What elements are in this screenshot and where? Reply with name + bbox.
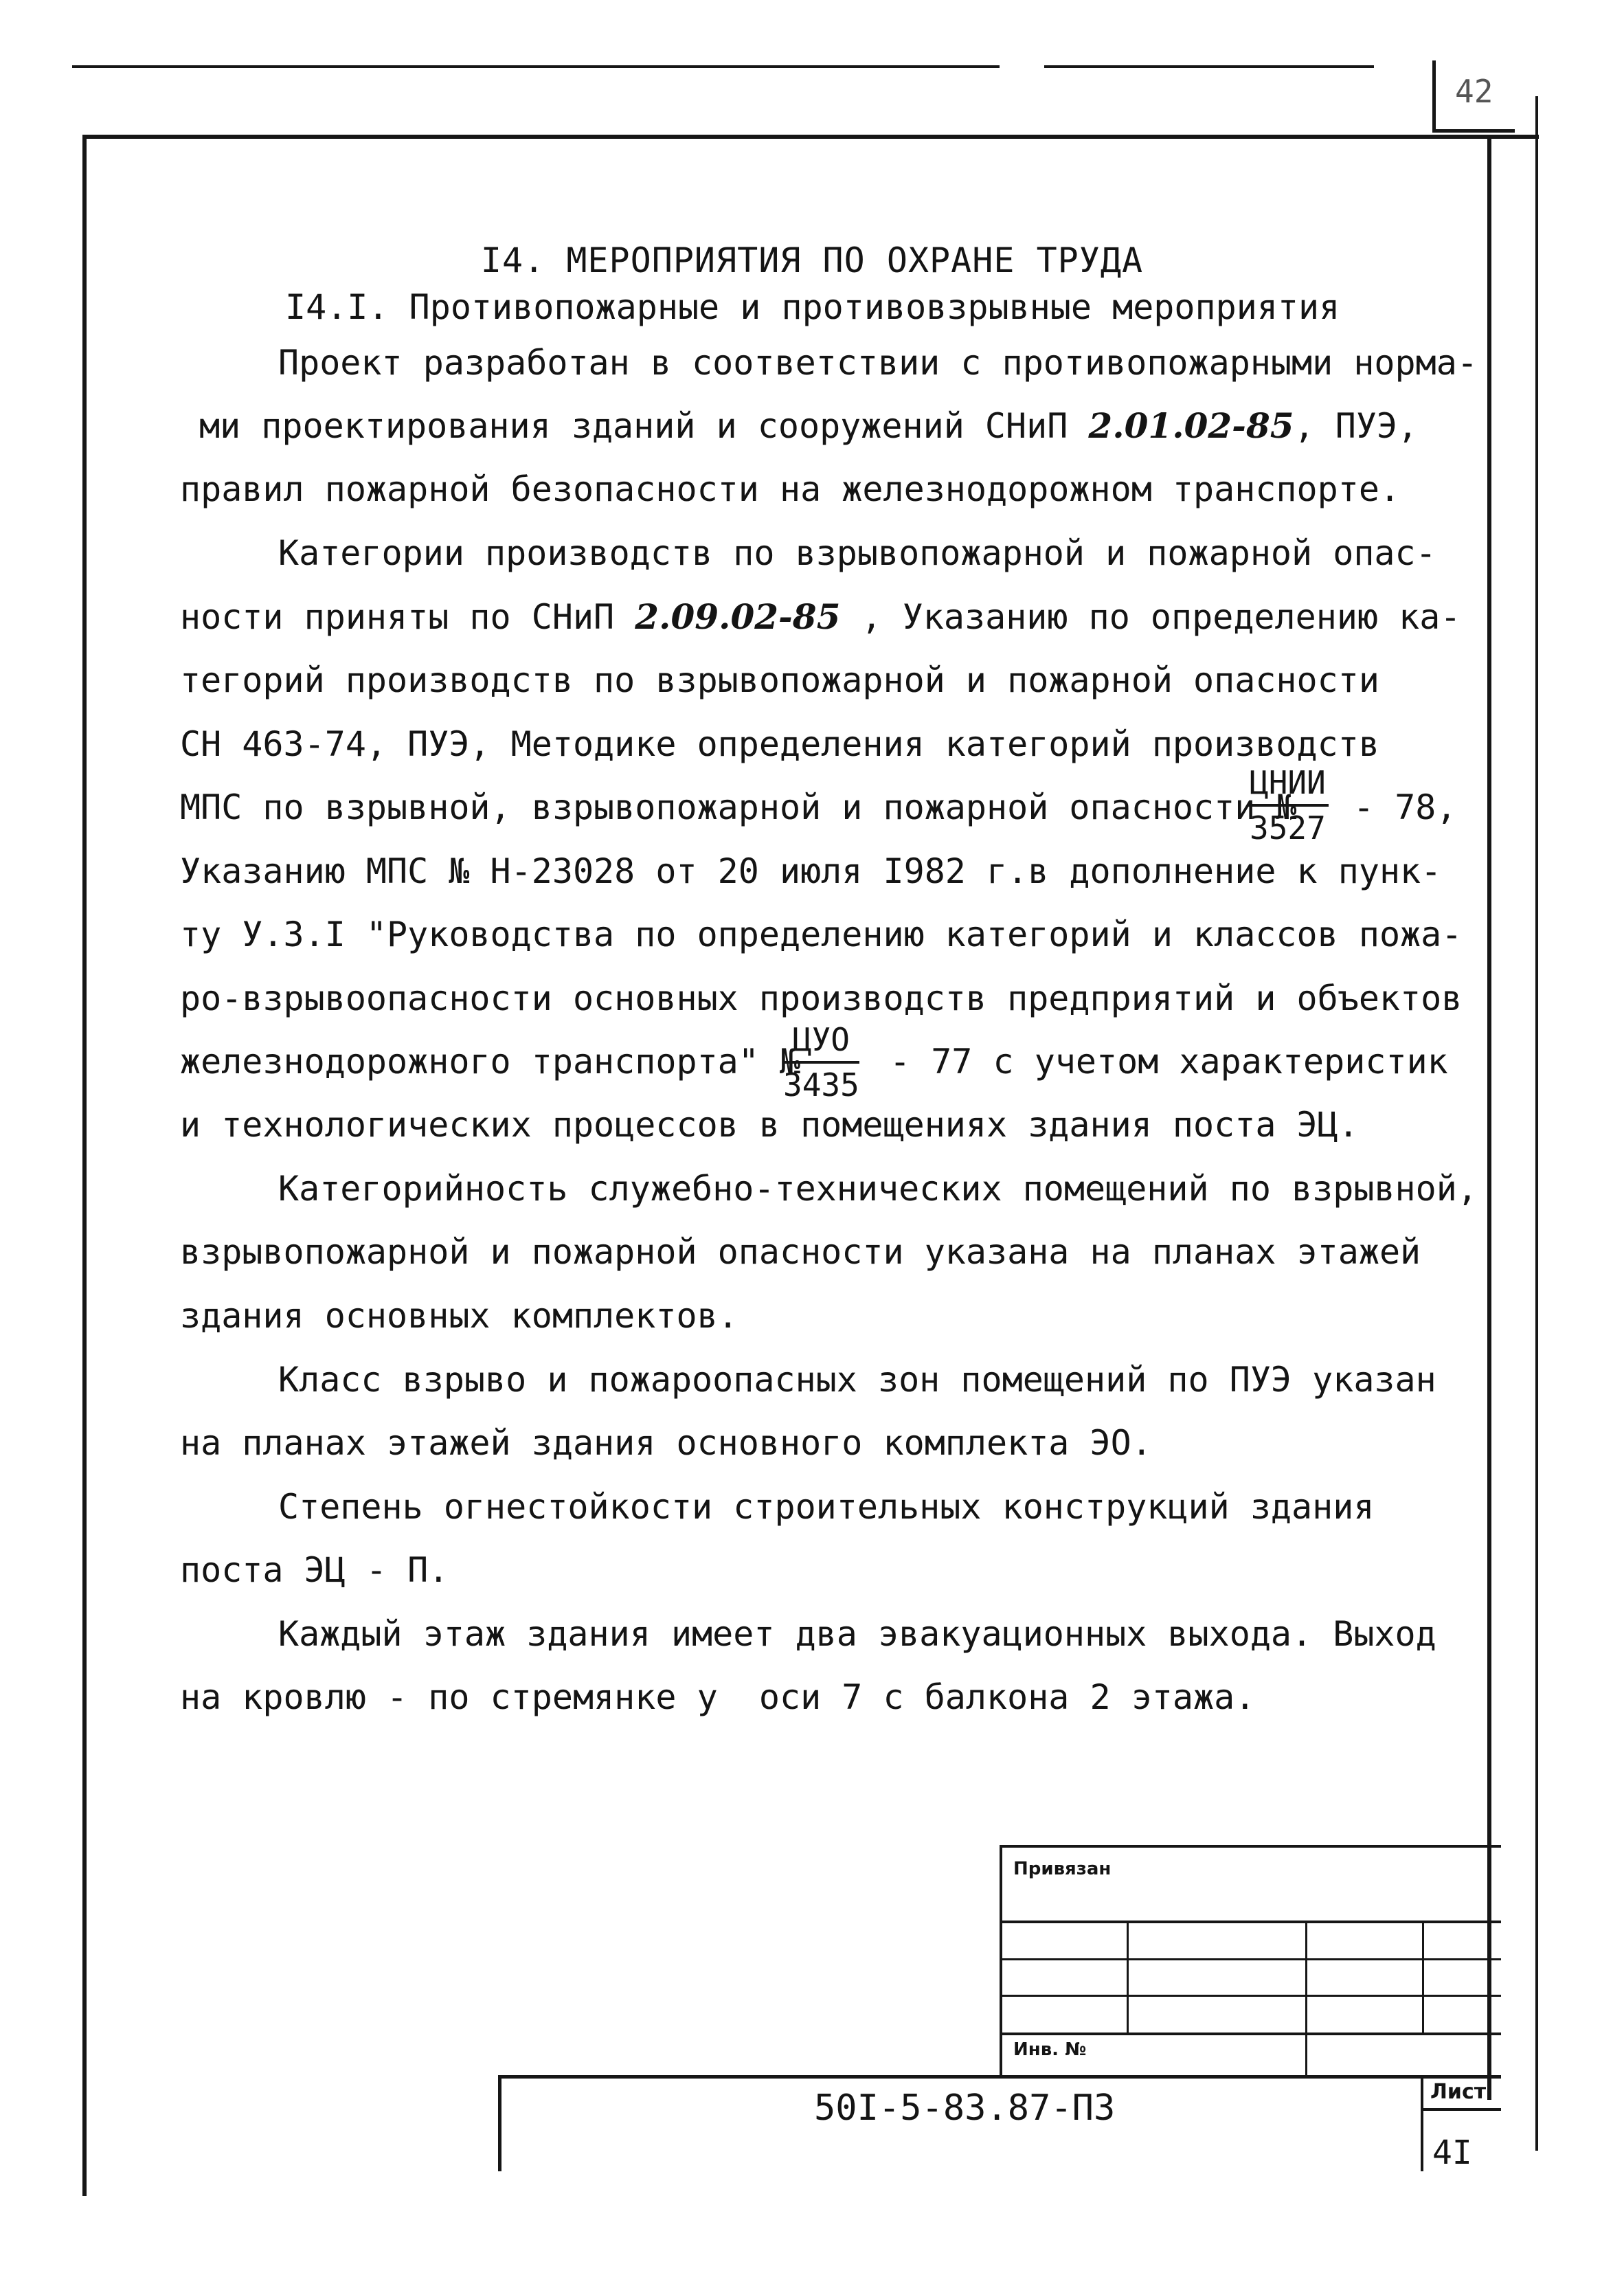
stamp-border [1422, 1921, 1424, 2034]
text-line: Каждый этаж здания имеет два эвакуационных выхода. Выход [278, 1614, 1436, 1654]
top-rule-right [1044, 65, 1374, 68]
text-line: поста ЭЦ - П. [180, 1550, 449, 1590]
sheet-number: 4I [1432, 2134, 1472, 2172]
title-block-border [498, 2075, 1501, 2079]
title-block-border [498, 2075, 501, 2171]
section-subtitle: I4.I. Противопожарные и противовзрывные мероприятия [285, 287, 1340, 327]
page-title: I4. МЕРОПРИЯТИЯ ПО ОХРАНЕ ТРУДА [480, 240, 1144, 280]
text-line: - 77 с учетом характеристик [890, 1042, 1448, 1082]
text-line: СН 463-74, ПУЭ, Методике определения категорий производств [180, 724, 1379, 764]
frame-right [1487, 135, 1491, 2100]
stamp-border [1127, 1921, 1129, 2034]
page-number-box [1432, 60, 1515, 133]
text-line: ми проектирования зданий и сооружений СНиП 2.01.02-85, ПУЭ, [199, 405, 1419, 446]
stamp-border [1000, 1845, 1002, 2079]
text-line: на кровлю - по стремянке у оси 7 с балкона 2 этажа. [180, 1677, 1256, 1717]
bound-label: Привязан [1013, 1859, 1112, 1879]
stamp-border [1000, 1995, 1501, 1997]
frame-left [82, 135, 87, 2196]
stamp-border [1305, 1921, 1307, 2079]
text-line: Проект разработан в соответствии с противопожарными норма- [278, 343, 1478, 383]
text-line: правил пожарной безопасности на железнодорожном транспорте. [180, 469, 1401, 509]
stamp-border [1000, 1845, 1501, 1848]
stamp-border [1000, 2033, 1501, 2035]
text-line: ро-взрывоопасности основных производств предприятий и объектов [180, 978, 1463, 1018]
handwritten-snip: 2.09.02-85 [635, 596, 841, 637]
text-line: Степень огнестойкости строительных конструкций здания [278, 1487, 1375, 1527]
text-line: тегорий производств по взрывопожарной и пожарной опасности [180, 660, 1379, 700]
text-line: взрывопожарной и пожарной опасности указана на планах этажей [180, 1232, 1421, 1272]
stamp-border [1000, 1921, 1501, 1923]
text-line: здания основных комплектов. [180, 1296, 738, 1336]
text-line: - 78, [1353, 787, 1457, 827]
top-rule-left [72, 65, 1000, 68]
document-code: 50I-5-83.87-ПЗ [814, 2087, 1116, 2129]
title-block-border [1421, 2075, 1423, 2171]
title-block-border [1421, 2108, 1501, 2111]
text-line: Класс взрыво и пожароопасных зон помещений по ПУЭ указан [278, 1360, 1436, 1400]
fraction-cuo: ЦУО 3435 [783, 1021, 859, 1104]
text-line: Указанию МПС № Н-23028 от 20 июля I982 г.в дополнение к пунк- [180, 851, 1442, 891]
text-line: Категорийность служебно-технических помещений по взрывной, [278, 1169, 1478, 1209]
text-line: Категории производств по взрывопожарной и пожарной опас- [278, 533, 1436, 573]
text-line: МПС по взрывной, взрывопожарной и пожарной опасности № [180, 787, 1297, 827]
inventory-label: Инв. № [1013, 2039, 1087, 2060]
text-line: и технологических процессов в помещениях здания поста ЭЦ. [180, 1105, 1359, 1145]
fraction-cnii: ЦНИИ 3527 [1247, 764, 1329, 847]
text-line: ности приняты по СНиП 2.09.02-85 , Указанию по определению ка- [180, 596, 1461, 637]
sheet-label: Лист [1430, 2080, 1487, 2104]
frame-top [82, 135, 1539, 139]
page-number: 42 [1455, 73, 1493, 110]
stamp-border [1000, 1958, 1501, 1960]
text-line: железнодорожного транспорта" № [180, 1042, 801, 1082]
handwritten-snip: 2.01.02-85 [1088, 405, 1294, 446]
text-line: ту У.3.I "Руководства по определению категорий и классов пожа- [180, 915, 1463, 954]
frame-right-outer [1535, 96, 1538, 2151]
text-line: на планах этажей здания основного комплекта ЭО. [180, 1423, 1152, 1463]
